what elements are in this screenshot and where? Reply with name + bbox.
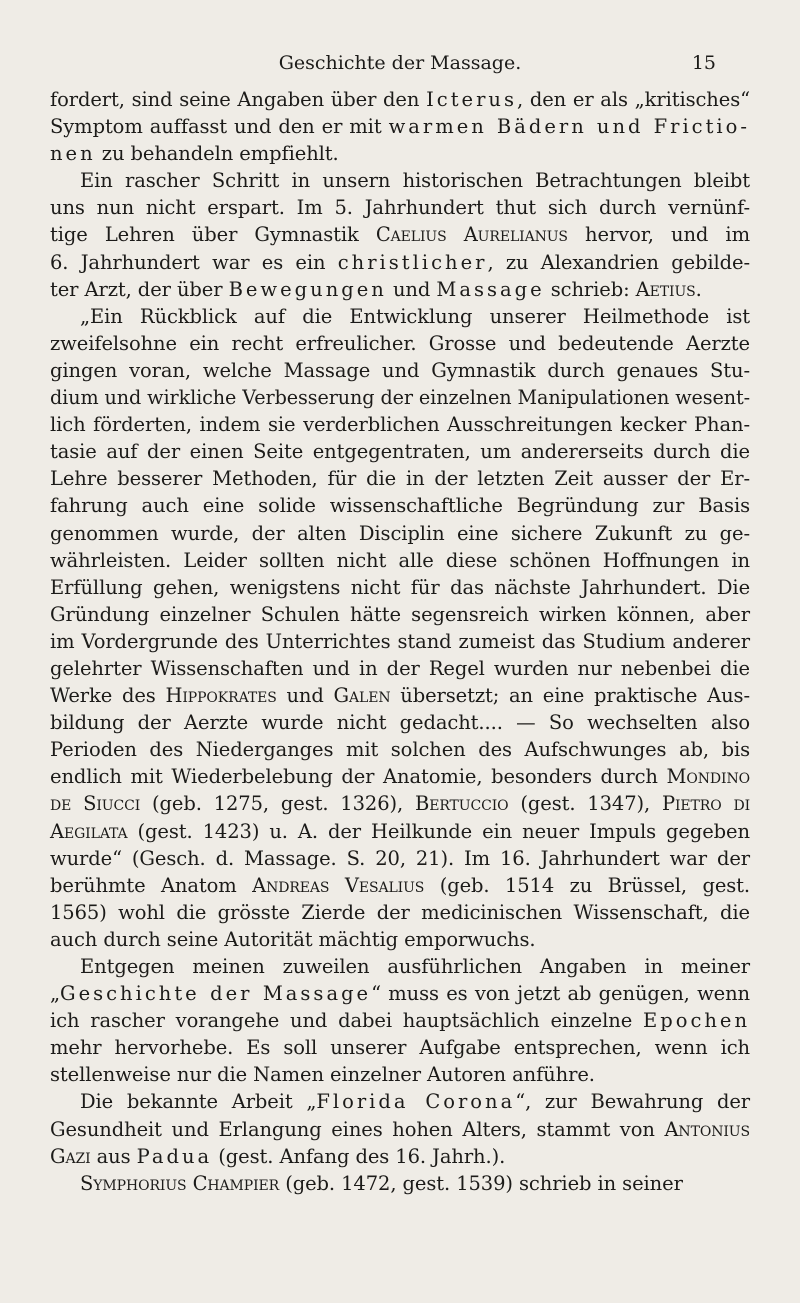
text-line xyxy=(50,276,750,303)
text-run: uns nun nicht erspart. Im 5. Jahrhundert thut sich durch vernünf- xyxy=(50,196,751,220)
text-run: (gest. Anfang des 16. Jahrh.). xyxy=(212,1144,506,1168)
text-run: (gest. 1347), xyxy=(508,792,662,816)
text-run: Die bekannte Arbeit „ xyxy=(80,1090,317,1114)
text-line xyxy=(50,330,750,357)
name-smallcaps: Hippokrates xyxy=(165,684,277,708)
text-line xyxy=(50,520,750,547)
text-run: Ein rascher Schritt in unsern historischen Betrachtungen bleibt xyxy=(80,169,751,193)
text-line xyxy=(50,845,750,872)
text-run: währleisten. Leider sollten nicht alle diese schönen Hoffnungen in xyxy=(50,548,750,572)
text-run: genommen wurde, der alten Disciplin eine sichere Zukunft zu ge- xyxy=(50,521,750,545)
text-line xyxy=(50,574,750,601)
text-run: übersetzt; an eine praktische Aus- xyxy=(390,684,750,708)
name-smallcaps: Caelius Aurelianus xyxy=(375,223,568,247)
text-line xyxy=(50,438,750,465)
emphasis-spaced: Bewegungen xyxy=(228,277,387,301)
text-run: schrieb: xyxy=(544,277,636,301)
text-line xyxy=(50,926,750,953)
emphasis-spaced: Epochen xyxy=(642,1009,751,1033)
text-run: aus xyxy=(90,1144,137,1168)
text-line xyxy=(50,249,750,276)
emphasis-spaced: Icterus xyxy=(426,88,517,111)
name-smallcaps: Mondino xyxy=(666,765,751,789)
name-smallcaps: Bertuccio xyxy=(414,792,509,816)
text-run: lich förderten, indem sie verderblichen Ausschreitungen kecker Phan- xyxy=(50,413,750,437)
name-smallcaps: Symphorius Champier xyxy=(80,1171,280,1195)
text-run: mehr hervorhebe. Es soll unserer Aufgabe entsprechen, wenn ich xyxy=(50,1036,750,1060)
text-line xyxy=(50,492,750,519)
text-run: Symptom auffasst und den er mit xyxy=(50,115,389,139)
text-line xyxy=(50,303,750,330)
body-text xyxy=(50,86,750,1197)
text-run: gelehrter Wissenschaften und in der Regel wurden nur nebenbei die xyxy=(50,656,750,680)
text-run: „ xyxy=(50,982,61,1006)
text-run: Werke des xyxy=(50,684,166,708)
text-run: Gesundheit und Erlangung eines hohen Alters, stammt von xyxy=(50,1117,665,1141)
text-line xyxy=(50,1034,750,1061)
text-run: und xyxy=(386,277,437,301)
emphasis-spaced: warmen Bädern und Frictio- xyxy=(388,115,751,139)
text-run: ich rascher vorangehe und dabei hauptsächlich einzelne xyxy=(50,1009,643,1033)
text-line xyxy=(50,140,750,167)
text-run: im Vordergrunde des Unterrichtes stand zumeist das Studium anderer xyxy=(50,629,751,653)
text-line xyxy=(50,601,750,628)
text-line xyxy=(50,736,750,763)
text-line xyxy=(50,763,750,790)
text-run: gingen voran, welche Massage und Gymnastik durch genaues Stu- xyxy=(50,358,750,382)
text-line xyxy=(50,899,750,926)
text-run: endlich mit Wiederbelebung der Anatomie, besonders durch xyxy=(50,765,667,789)
text-run: stellenweise nur die Namen einzelner Autoren anführe. xyxy=(50,1063,595,1087)
text-line xyxy=(50,384,750,411)
text-line xyxy=(50,872,750,899)
text-run: auch durch seine Autorität mächtig emporwuchs. xyxy=(50,927,536,951)
text-line xyxy=(50,357,750,384)
text-line xyxy=(50,113,750,140)
emphasis-spaced: Padua xyxy=(136,1144,213,1168)
text-run: berühmte Anatom xyxy=(50,873,253,897)
text-run: (gest. 1423) u. A. der Heilkunde ein neuer Impuls gegeben xyxy=(127,819,750,843)
text-line xyxy=(50,953,750,980)
text-run: fordert, sind seine Angaben über den xyxy=(50,88,427,111)
text-line xyxy=(50,628,750,655)
text-run: tasie auf der einen Seite entgegentraten, um andererseits durch die xyxy=(50,440,750,464)
text-line xyxy=(50,465,750,492)
text-run: 1565) wohl die grösste Zierde der medicinischen Wissenschaft, die xyxy=(50,900,750,924)
name-smallcaps: de Siucci xyxy=(50,792,141,816)
text-run: Lehre besserer Methoden, für die in der letzten Zeit ausser der Er- xyxy=(50,467,750,491)
name-smallcaps: Gazi xyxy=(50,1144,91,1168)
text-line xyxy=(50,411,750,438)
emphasis-spaced: Massage xyxy=(436,277,545,301)
text-run: Erfüllung gehen, wenigstens nicht für das nächste Jahrhundert. Die xyxy=(50,575,751,599)
text-run: bildung der Aerzte wurde nicht gedacht.... — So wechselten also xyxy=(50,711,751,735)
name-smallcaps: Andreas Vesalius xyxy=(252,873,425,897)
text-run: Entgegen meinen zuweilen ausführlichen Angaben in meiner xyxy=(80,955,751,978)
text-run: (geb. 1275, gest. 1326), xyxy=(140,792,415,816)
text-line xyxy=(50,221,750,248)
text-run: und xyxy=(276,684,334,708)
text-line xyxy=(50,682,750,709)
text-line xyxy=(50,194,750,221)
running-title: Geschichte der Massage. xyxy=(278,52,522,74)
name-smallcaps: Antonius xyxy=(664,1117,750,1141)
text-line xyxy=(50,1170,750,1197)
text-run: 6. Jahrhundert war es ein xyxy=(50,250,338,274)
text-run: , den er als „kritisches“ xyxy=(516,88,750,111)
text-line xyxy=(50,1116,750,1143)
text-run: “, zur Bewahrung der xyxy=(515,1090,751,1114)
text-line xyxy=(50,1088,750,1115)
text-line xyxy=(50,709,750,736)
text-run: . xyxy=(695,277,702,301)
emphasis-spaced: Geschichte der Massage xyxy=(60,982,372,1006)
emphasis-spaced: Florida Corona xyxy=(316,1090,516,1114)
text-line xyxy=(50,547,750,574)
name-smallcaps: Aegilata xyxy=(50,819,128,843)
emphasis-spaced: nen xyxy=(50,142,96,166)
text-line xyxy=(50,167,750,194)
text-run: “ muss es von jetzt ab genügen, wenn xyxy=(371,982,751,1006)
text-run: ter Arzt, der über xyxy=(50,277,229,301)
text-line xyxy=(50,1061,750,1088)
text-line xyxy=(50,1143,750,1170)
emphasis-spaced: christlicher xyxy=(337,250,488,274)
text-run: Gründung einzelner Schulen hätte segensreich wirken können, aber xyxy=(50,602,750,626)
text-line xyxy=(50,980,750,1007)
text-run: Perioden des Niederganges mit solchen des Aufschwunges ab, bis xyxy=(50,738,751,762)
text-run: zweifelsohne ein recht erfreulicher. Grosse und bedeutende Aerzte xyxy=(50,331,750,355)
name-smallcaps: Pietro di xyxy=(661,792,751,816)
text-run: dium und wirkliche Verbesserung der einzelnen Manipulationen wesent- xyxy=(50,386,750,410)
text-run: (geb. 1472, gest. 1539) schrieb in seiner xyxy=(279,1171,683,1195)
text-run: fahrung auch eine solide wissenschaftliche Begründung zur Basis xyxy=(50,494,751,518)
page-number: 15 xyxy=(691,52,716,74)
text-run: (geb. 1514 zu Brüssel, gest. xyxy=(424,873,751,897)
text-run: hervor, und im xyxy=(567,223,750,247)
text-line xyxy=(50,818,750,845)
text-line xyxy=(50,655,750,682)
name-smallcaps: Aetius xyxy=(635,277,696,301)
text-run: , zu Alexandrien gebilde- xyxy=(487,250,750,274)
running-header xyxy=(0,52,800,82)
text-run: „Ein Rückblick auf die Entwicklung unserer Heilmethode ist xyxy=(80,304,751,328)
text-run: tige Lehren über Gymnastik xyxy=(50,223,376,247)
text-line xyxy=(50,86,750,113)
text-run: zu behandeln empfiehlt. xyxy=(95,142,339,166)
name-smallcaps: Galen xyxy=(333,684,391,708)
text-run: wurde“ (Gesch. d. Massage. S. 20, 21). Im 16. Jahrhundert war der xyxy=(50,846,751,870)
text-line xyxy=(50,790,750,817)
text-line xyxy=(50,1007,750,1034)
